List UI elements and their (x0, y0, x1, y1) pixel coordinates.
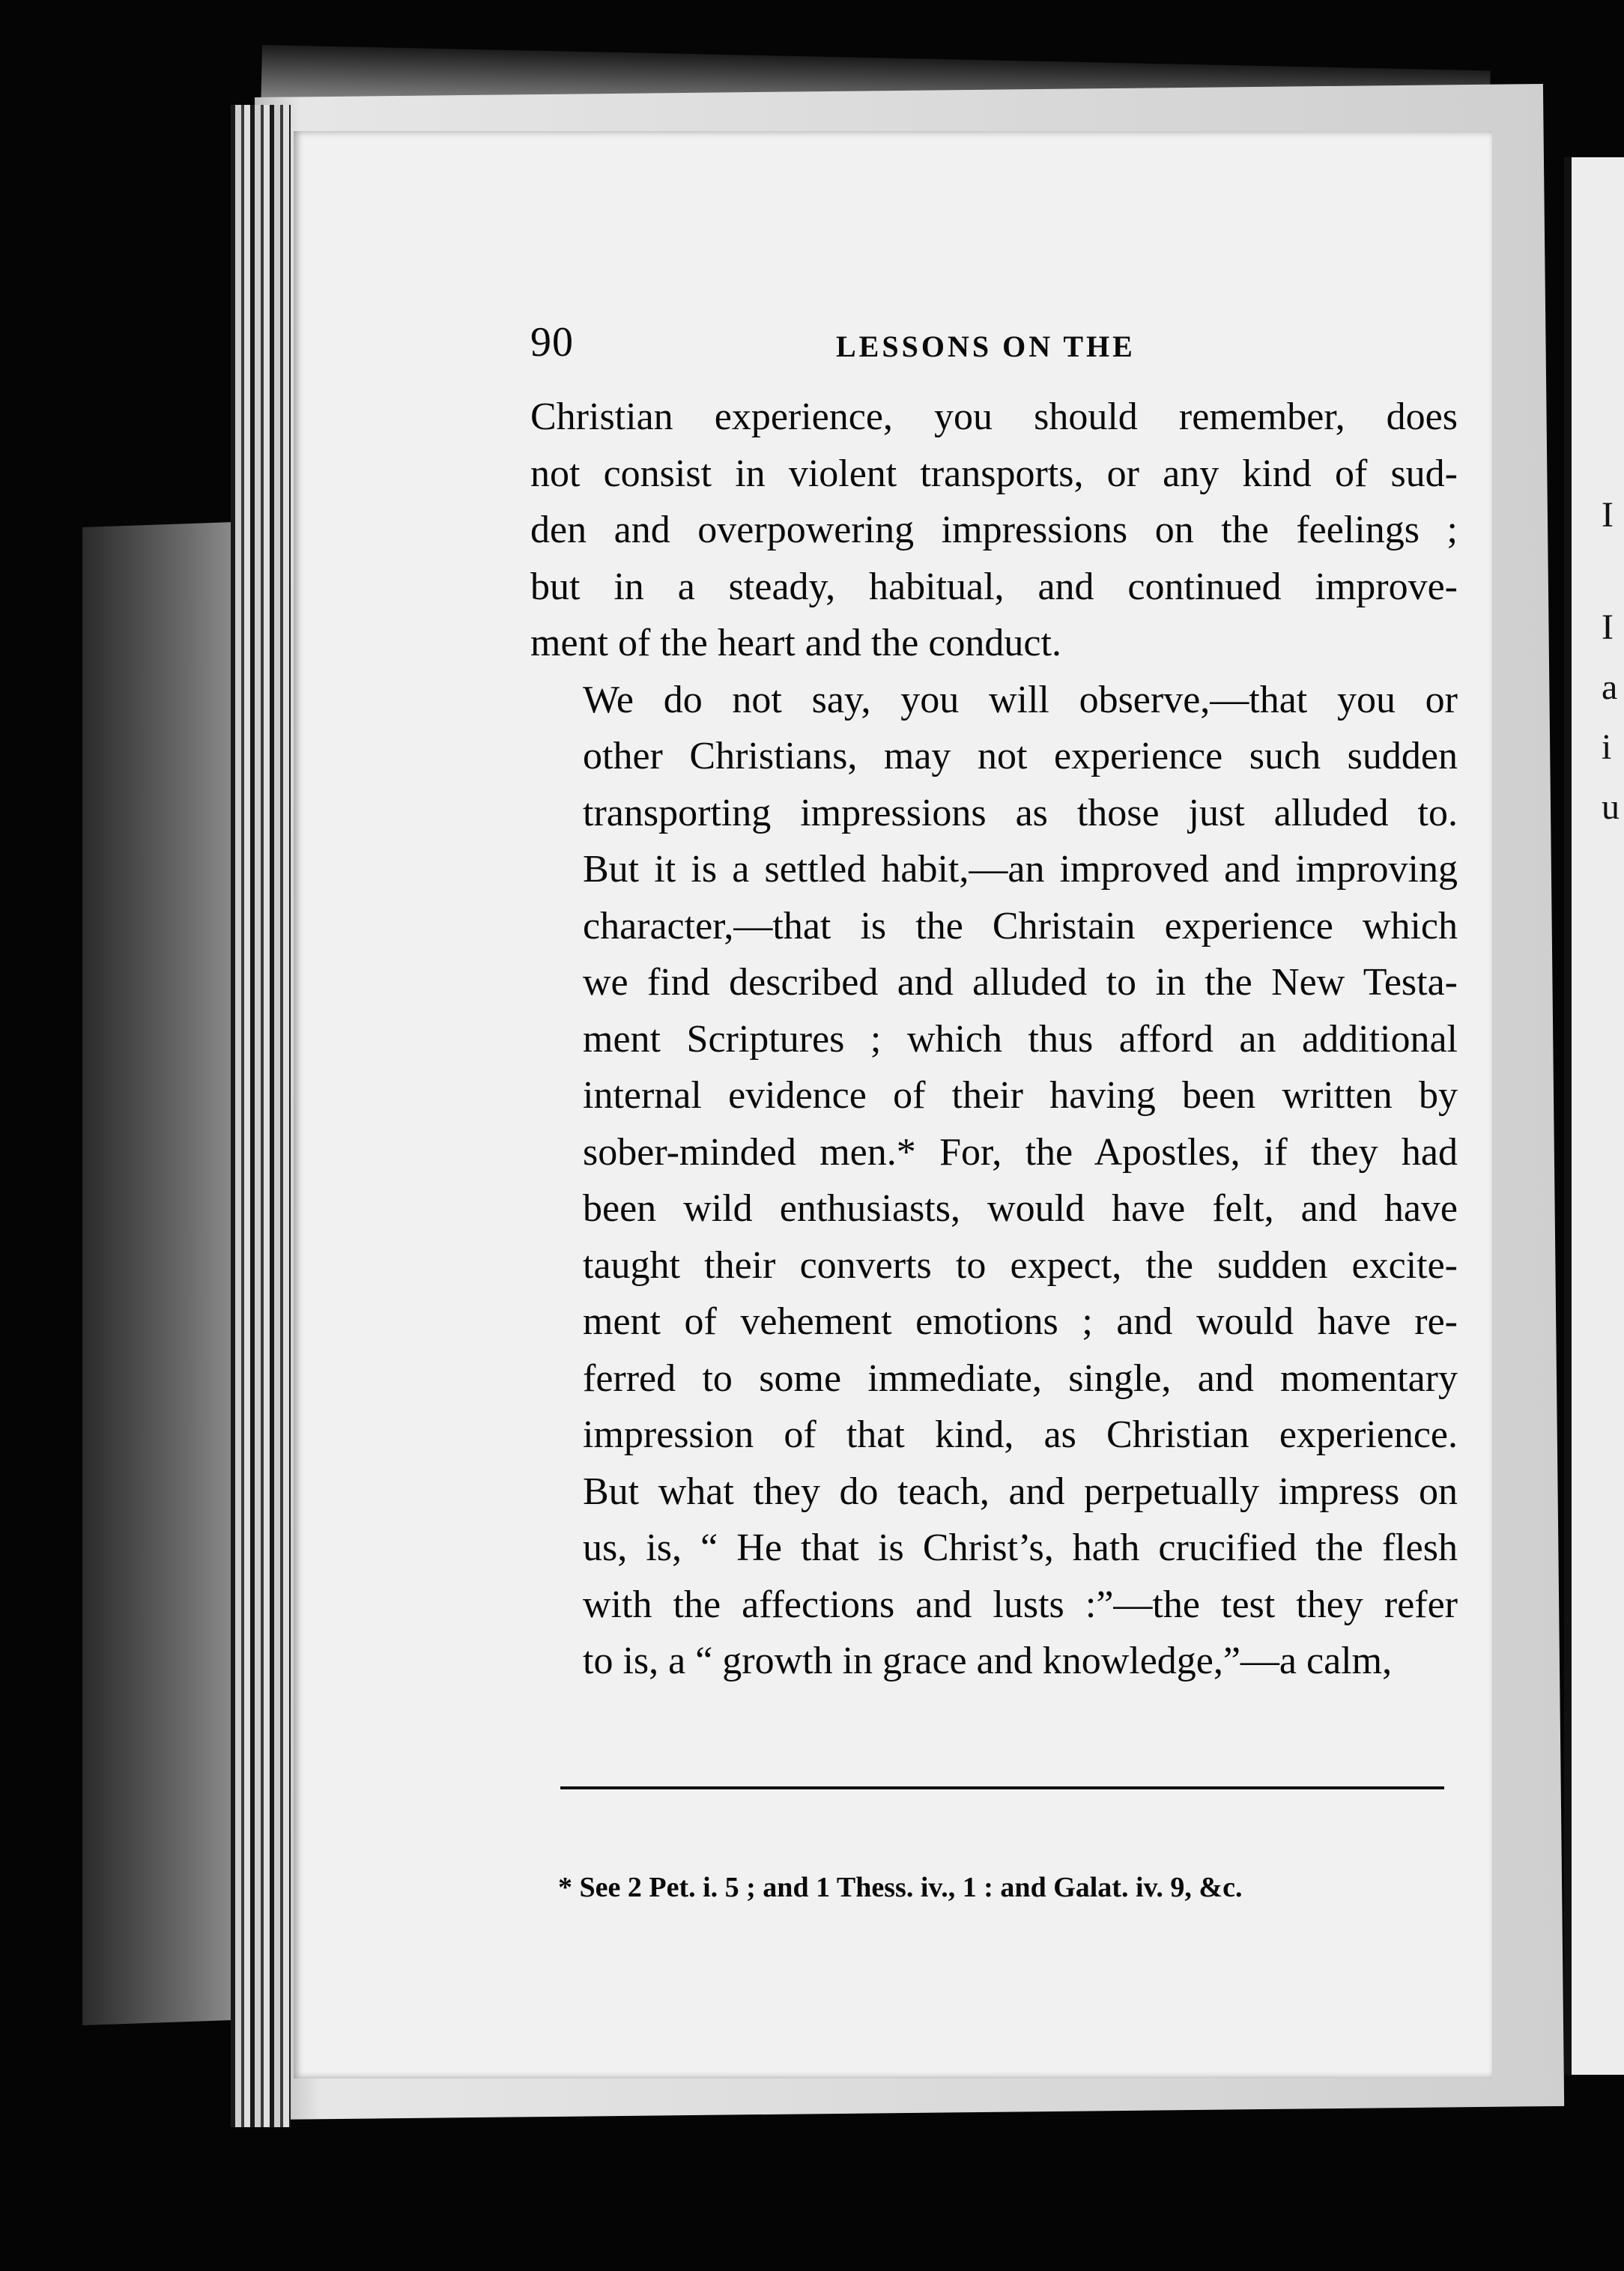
page-edges (231, 105, 291, 2127)
text-line: internal evidence of their having been written by (583, 1074, 1458, 1117)
text-line: we find described and alluded to in the New Testa- (583, 961, 1458, 1004)
text-line: not consist in violent transports, or any kind of sud- (530, 452, 1458, 495)
text-line: taught their converts to expect, the sudden excite- (583, 1243, 1458, 1287)
facing-page-letter: I (1602, 495, 1614, 535)
facing-page-letter: a (1602, 667, 1618, 707)
facing-page (1564, 157, 1624, 2075)
page-content (530, 318, 1458, 1690)
body-text (530, 389, 1458, 1690)
page-header (530, 318, 1458, 378)
paragraph (530, 389, 1458, 672)
footnote-rule (560, 1786, 1444, 1789)
text-line: ferred to some immediate, single, and momentary (583, 1356, 1458, 1400)
text-line: But it is a settled habit,—an improved and improving (583, 848, 1458, 891)
facing-page-letter: u (1602, 787, 1620, 827)
text-line: been wild enthusiasts, would have felt, and have (583, 1187, 1458, 1230)
text-line: den and overpowering impressions on the feelings ; (530, 509, 1458, 551)
running-head: LESSONS ON THE (836, 330, 1136, 363)
text-line: but in a steady, habitual, and continued improve- (530, 565, 1458, 608)
footnote: * See 2 Pet. i. 5 ; and 1 Thess. iv., 1 : and Galat. iv. 9, &c. (558, 1872, 1243, 1903)
text-line: us, is, “ He that is Christ’s, hath crucified the flesh (583, 1526, 1458, 1569)
text-line: character,—that is the Christain experience which (583, 904, 1458, 947)
facing-page-letter: I (1602, 607, 1614, 647)
text-line: other Christians, may not experience such sudden (583, 735, 1458, 777)
text-line: ment of the heart and the conduct. (530, 622, 1061, 664)
text-line: But what they do teach, and perpetually impress on (583, 1470, 1458, 1513)
text-line: ment Scriptures ; which thus afford an additional (583, 1017, 1458, 1061)
page-number: 90 (530, 319, 574, 366)
book-cover-left (82, 521, 255, 2025)
paragraph (530, 672, 1458, 1690)
text-line: We do not say, you will observe,—that you or (583, 678, 1458, 721)
text-line: Christian experience, you should remember, does (530, 395, 1458, 438)
text-line: ment of vehement emotions ; and would have re- (583, 1300, 1458, 1343)
facing-page-letter: i (1602, 727, 1612, 767)
text-line: impression of that kind, as Christian experience. (583, 1413, 1458, 1456)
text-line: transporting impressions as those just alluded to. (583, 791, 1458, 834)
text-line: with the affections and lusts :”—the test they refer (583, 1583, 1458, 1626)
text-line: to is, a “ growth in grace and knowledge,”—a calm, (583, 1640, 1393, 1682)
text-line: sober-minded men.* For, the Apostles, if they had (583, 1130, 1458, 1174)
